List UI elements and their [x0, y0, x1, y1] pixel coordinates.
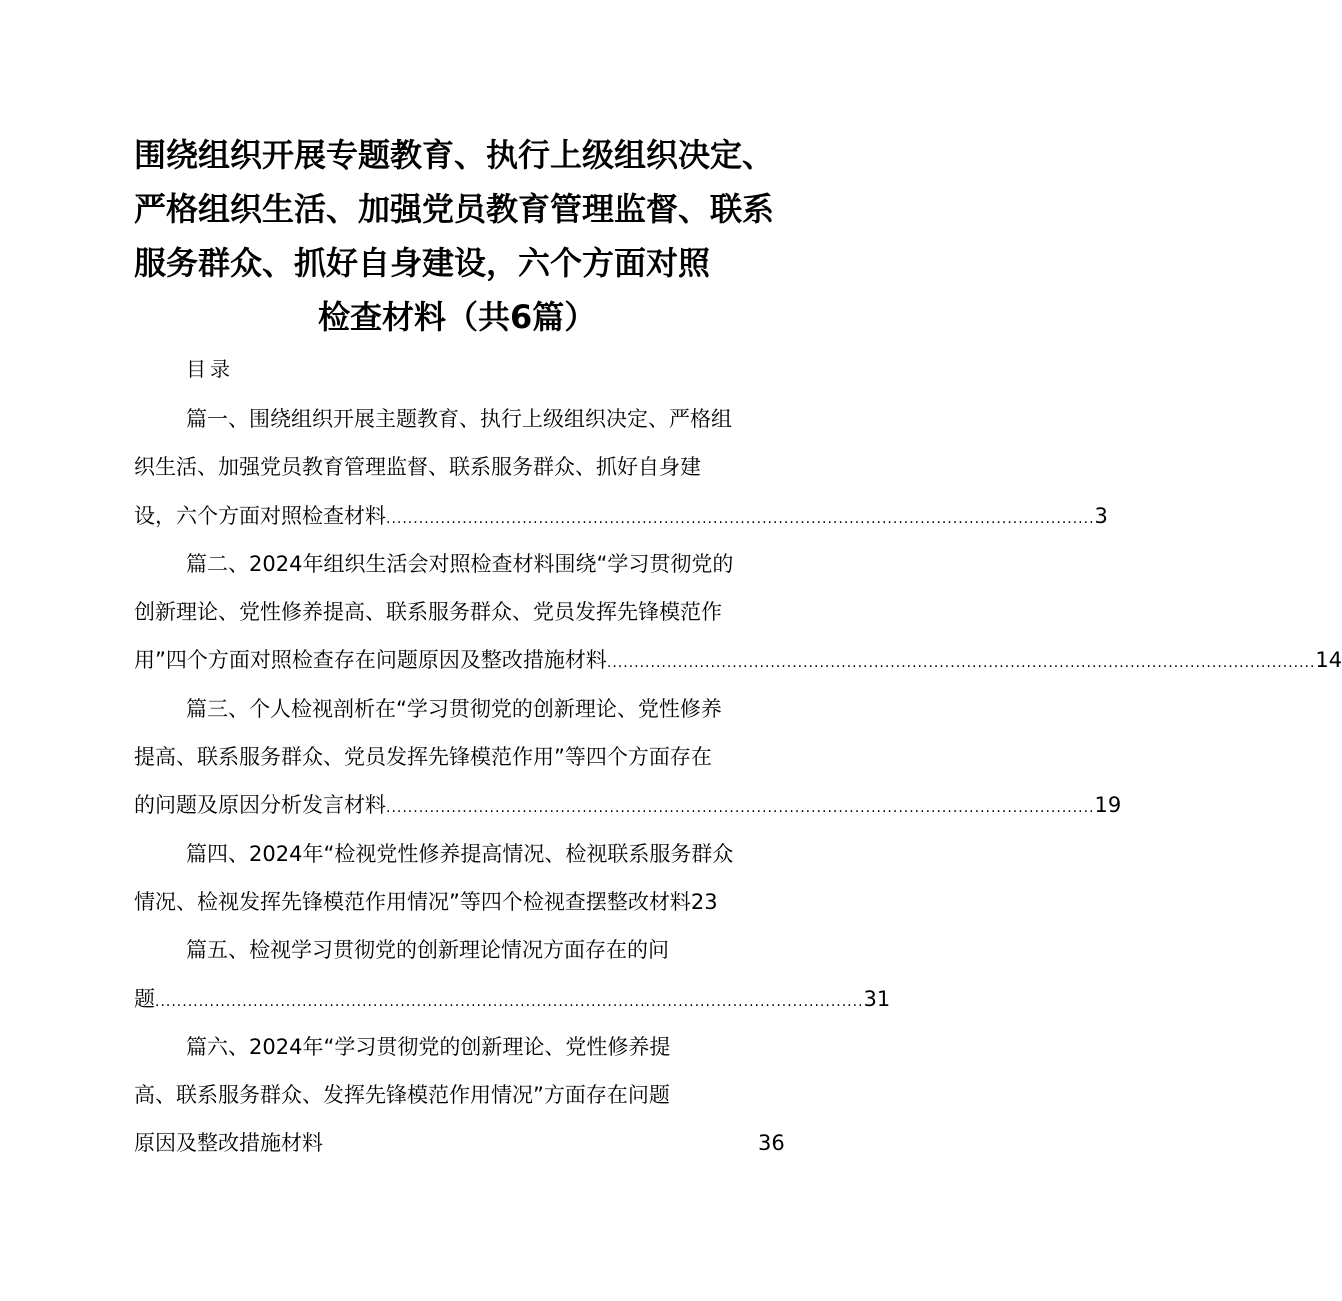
toc-heading: 目录 — [186, 357, 234, 381]
toc-entry-line — [134, 781, 1122, 829]
title-line: 服务群众、抓好自身建设，六个方面对照 — [134, 244, 711, 282]
toc-page-number: 23 — [690, 889, 718, 914]
toc-page-number: 36 — [758, 1131, 785, 1156]
toc-entry-line — [134, 492, 1108, 540]
toc-entry-line — [134, 975, 891, 1023]
toc-entry-line: 创新理论、党性修养提高、联系服务群众、党员发挥先锋模范作 — [134, 600, 722, 625]
title-line: 严格组织生活、加强党员教育管理监督、联系 — [134, 190, 775, 228]
toc-entry[interactable] — [134, 830, 794, 927]
toc-entry-text: 用”四个方面对照检查存在问题原因及整改措施材料 — [134, 648, 607, 673]
toc-entry-line: 织生活、加强党员教育管理监督、联系服务群众、抓好自身建 — [134, 455, 701, 480]
table-of-contents — [134, 395, 1342, 1168]
toc-leader: .................................................................................................................................. — [155, 993, 864, 1010]
toc-entry-line: 篇四、2024年“检视党性修养提高情况、检视联系服务群众 — [186, 841, 734, 866]
toc-entry-text: 原因及整改措施材料 — [134, 1131, 323, 1156]
toc-leader: .................................................................................................................................. — [606, 655, 1316, 672]
toc-entry-text: 情况、检视发挥先锋模范作用情况”等四个检视查摆整改材料 — [134, 889, 691, 914]
toc-entry[interactable] — [134, 540, 1342, 685]
toc-entry[interactable] — [134, 685, 1122, 830]
toc-entry-line: 提高、联系服务群众、党员发挥先锋模范作用”等四个方面存在 — [134, 745, 712, 770]
toc-entry[interactable] — [134, 926, 891, 1023]
toc-leader: .................................................................................................................................. — [386, 510, 1095, 527]
toc-leader: .................................................................................................................................. — [386, 800, 1095, 817]
toc-entry-line: 高、联系服务群众、发挥先锋模范作用情况”方面存在问题 — [134, 1083, 670, 1108]
toc-page-number: 31 — [863, 986, 891, 1011]
title-line: 围绕组织开展专题教育、执行上级组织决定、 — [134, 136, 775, 174]
toc-entry-text: 题 — [134, 986, 155, 1011]
toc-entry-text: 的问题及原因分析发言材料 — [134, 793, 386, 818]
toc-page-number: 19 — [1094, 793, 1122, 818]
toc-entry-line — [134, 878, 756, 926]
toc-entry-line: 篇五、检视学习贯彻党的创新理论情况方面存在的问 — [186, 938, 669, 963]
toc-entry[interactable] — [134, 1023, 794, 1168]
toc-entry-line — [134, 636, 1342, 684]
toc-entry-line: 篇一、围绕组织开展主题教育、执行上级组织决定、严格组 — [186, 407, 732, 431]
toc-entry-line — [134, 1119, 794, 1167]
toc-entry-line: 篇三、个人检视剖析在“学习贯彻党的创新理论、党性修养 — [186, 696, 722, 721]
toc-entry-text: 设，六个方面对照检查材料 — [134, 503, 386, 528]
toc-entry-line: 篇二、2024年组织生活会对照检查材料围绕“学习贯彻党的 — [186, 551, 734, 576]
title-line: 检查材料（共6篇） — [318, 298, 597, 336]
toc-entry-line: 篇六、2024年“学习贯彻党的创新理论、党性修养提 — [186, 1034, 671, 1059]
toc-page-number: 14 — [1315, 648, 1342, 673]
toc-entry[interactable] — [134, 395, 1108, 540]
document-title — [134, 128, 794, 344]
toc-page-number: 3 — [1094, 503, 1108, 528]
